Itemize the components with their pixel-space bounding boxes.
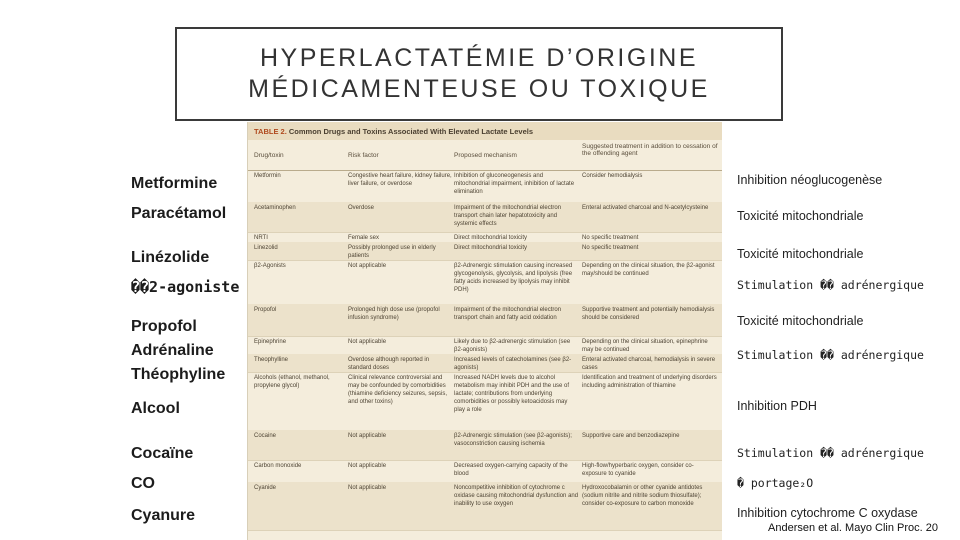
table-row bbox=[248, 170, 722, 203]
table-cell: Not applicable bbox=[348, 339, 387, 345]
table-cell: Hydroxocobalamin or other cyanide antidotes (sodium nitrite and nitrite sodium thiosulfate); consider co-exposure to carbon monoxide bbox=[582, 485, 703, 507]
table-row bbox=[248, 482, 722, 531]
drug-paracetamol: Paracétamol bbox=[131, 205, 227, 222]
table-cell: Direct mitochondrial toxicity bbox=[454, 235, 528, 241]
header-drug: Drug/toxin bbox=[254, 152, 284, 159]
table-cell: Not applicable bbox=[348, 433, 387, 439]
citation: Andersen et al. Mayo Clin Proc. 20 bbox=[768, 522, 938, 534]
header-treatment: Suggested treatment in addition to cessation of the offending agent bbox=[582, 143, 718, 157]
slide-title-line-1: HYPERLACTATÉMIE D’ORIGINE bbox=[259, 44, 698, 72]
table-cell: Not applicable bbox=[348, 485, 387, 491]
table-cell: Carbon monoxide bbox=[254, 463, 302, 469]
table-cell: Inhibition of gluconeogenesis and mitochondrial impairment, inhibition of lactate elimination bbox=[454, 173, 575, 195]
table-cell: Linezolid bbox=[254, 245, 278, 251]
slide-title-box bbox=[175, 27, 783, 121]
drug-adrenaline: Adrénaline bbox=[131, 342, 214, 359]
table-cell: Increased levels of catecholamines (see β2-agonists) bbox=[454, 357, 572, 371]
drug-beta2-agoniste: ��2-agoniste bbox=[131, 278, 240, 296]
table-row bbox=[248, 372, 722, 431]
drug-linezolide: Linézolide bbox=[131, 249, 210, 266]
effect-adrenaline: Stimulation �� adrénergique bbox=[737, 348, 924, 362]
table-row bbox=[248, 460, 722, 483]
table-cell: Direct mitochondrial toxicity bbox=[454, 245, 528, 251]
table-cell: Epinephrine bbox=[254, 339, 287, 345]
table-cell: Noncompetitive inhibition of cytochrome c oxidase causing mitochondrial dysfunction and inability to use oxygen bbox=[454, 485, 579, 507]
table-cell: Female sex bbox=[348, 235, 380, 241]
table-cell: Metformin bbox=[254, 173, 281, 179]
table-cell: Overdose although reported in standard doses bbox=[348, 357, 430, 371]
table-cell: Increased NADH levels due to alcohol metabolism may inhibit PDH and the use of lactate; contributions from underlying comorbidities or possibly ketoacidosis may play a role bbox=[454, 375, 570, 413]
table-row bbox=[248, 430, 722, 461]
table-row bbox=[248, 242, 722, 261]
table-cell: β2-Adrenergic stimulation (see β2-agonists); vasoconstriction causing ischemia bbox=[454, 433, 572, 447]
table-cell: Enteral activated charcoal and N-acetylcysteine bbox=[582, 205, 709, 211]
table-cell: β2-Adrenergic stimulation causing increased glycogenolysis, glycolysis, and lipolysis (free fatty acids increased by lipolysis may inhibit PDH) bbox=[454, 263, 573, 293]
table-cell: Enteral activated charcoal, hemodialysis in severe cases bbox=[582, 357, 716, 371]
table-cell: Depending on the clinical situation, epinephrine may be continued bbox=[582, 339, 708, 353]
table-cell: Clinical relevance controversial and may be confounded by comorbidities (thiamine deficiency seizures, sepsis, and other toxins) bbox=[348, 375, 448, 405]
table-row bbox=[248, 354, 722, 373]
table-cell: Impairment of the mitochondrial electron transport chain later hepatotoxicity and systemic effects bbox=[454, 205, 562, 227]
header-mechanism: Proposed mechanism bbox=[454, 152, 517, 159]
effect-beta2-agoniste: Stimulation �� adrénergique bbox=[737, 278, 924, 292]
table-cell: Acetaminophen bbox=[254, 205, 296, 211]
effect-paracetamol: Toxicité mitochondriale bbox=[737, 209, 864, 223]
drug-theophyline: Théophyline bbox=[131, 366, 226, 383]
table-cell: No specific treatment bbox=[582, 235, 639, 241]
table-cell: Congestive heart failure, kidney failure, liver failure, or overdose bbox=[348, 173, 452, 187]
effect-alcool: Inhibition PDH bbox=[737, 399, 817, 413]
table-cell: Supportive treatment and potentially hemodialysis should be considered bbox=[582, 307, 715, 321]
table-cell: Consider hemodialysis bbox=[582, 173, 643, 179]
table-cell: Depending on the clinical situation, the β2-agonist may/should be continued bbox=[582, 263, 715, 277]
table-row bbox=[248, 336, 722, 355]
table-cell: β2-Agonists bbox=[254, 263, 286, 269]
drug-metformine: Metformine bbox=[131, 175, 218, 192]
effect-cyanure: Inhibition cytochrome C oxydase bbox=[737, 506, 918, 520]
table-cell: NRTI bbox=[254, 235, 268, 241]
table-cell: Not applicable bbox=[348, 463, 387, 469]
table-cell: Possibly prolonged use in elderly patients bbox=[348, 245, 436, 259]
header-risk: Risk factor bbox=[348, 152, 379, 159]
table-cell: Cyanide bbox=[254, 485, 277, 491]
effect-linezolide: Toxicité mitochondriale bbox=[737, 247, 864, 261]
drug-propofol: Propofol bbox=[131, 318, 197, 335]
table-cell: Decreased oxygen-carrying capacity of the blood bbox=[454, 463, 568, 477]
table-row bbox=[248, 304, 722, 337]
slide-title-line-2: MÉDICAMENTEUSE OU TOXIQUE bbox=[248, 75, 710, 103]
table-caption: TABLE 2. Common Drugs and Toxins Associated With Elevated Lactate Levels bbox=[248, 122, 722, 140]
table-cell: Prolonged high dose use (propofol infusion syndrome) bbox=[348, 307, 440, 321]
table-cell: No specific treatment bbox=[582, 245, 639, 251]
table-cell: Alcohols (ethanol, methanol, propylene glycol) bbox=[254, 375, 330, 389]
table-cell: Not applicable bbox=[348, 263, 387, 269]
effect-metformine: Inhibition néoglucogenèse bbox=[737, 173, 883, 187]
effect-co: � portage₂O bbox=[737, 476, 814, 490]
table-row bbox=[248, 202, 722, 233]
lactate-drug-table-image bbox=[247, 122, 722, 540]
table-row bbox=[248, 260, 722, 305]
drug-cyanure: Cyanure bbox=[131, 507, 196, 524]
table-cell: Supportive care and benzodiazepine bbox=[582, 433, 680, 439]
table-cell: Overdose bbox=[348, 205, 375, 211]
table-cell: Likely due to β2-adrenergic stimulation (see β2-agonists) bbox=[454, 339, 571, 353]
table-header bbox=[248, 140, 722, 171]
table-cell: Identification and treatment of underlying disorders including administration of thiamine bbox=[582, 375, 717, 389]
effect-cocaine: Stimulation �� adrénergique bbox=[737, 446, 924, 460]
table-cell: Impairment of the mitochondrial electron transport chain and fatty acid oxidation bbox=[454, 307, 562, 321]
table-cell: Cocaine bbox=[254, 433, 277, 439]
drug-alcool: Alcool bbox=[131, 400, 180, 417]
drug-co: CO bbox=[131, 475, 155, 492]
table-cell: Propofol bbox=[254, 307, 277, 313]
drug-cocaine: Cocaïne bbox=[131, 445, 194, 462]
table-cell: Theophylline bbox=[254, 357, 289, 363]
effect-propofol: Toxicité mitochondriale bbox=[737, 314, 864, 328]
table-cell: High-flow/hyperbaric oxygen, consider co-exposure to cyanide bbox=[582, 463, 694, 477]
